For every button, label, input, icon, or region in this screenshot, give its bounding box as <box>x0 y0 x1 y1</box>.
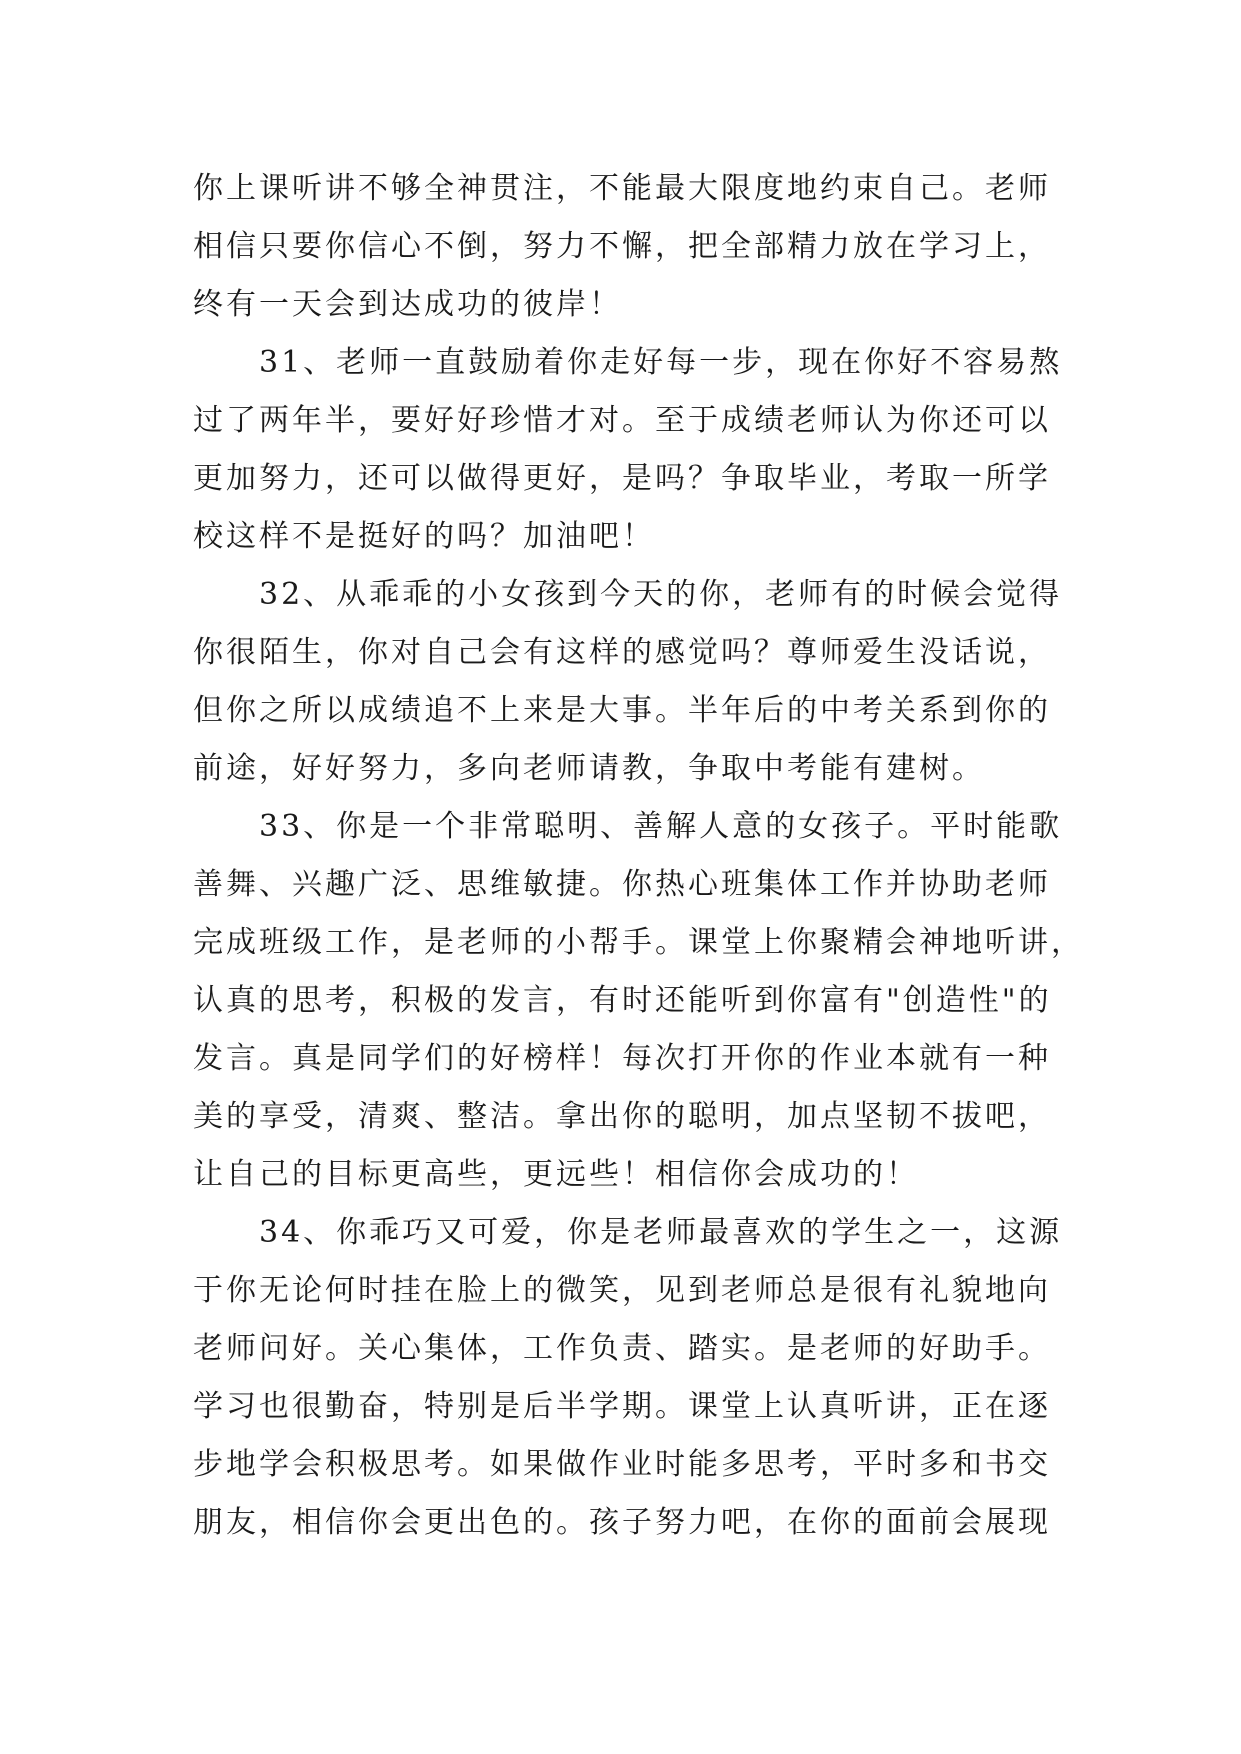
text-line: 你上课听讲不够全神贯注，不能最大限度地约束自己。老师 <box>193 171 1051 206</box>
text-line: 相信只要你信心不倒，努力不懈，把全部精力放在学习上， <box>193 229 1051 264</box>
body-text <box>193 160 1084 1552</box>
text-line: 31、老师一直鼓励着你走好每一步，现在你好不容易熬 <box>193 345 1063 380</box>
text-line: 学习也很勤奋，特别是后半学期。课堂上认真听讲，正在逐 <box>193 1389 1051 1424</box>
text-line: 完成班级工作，是老师的小帮手。课堂上你聚精会神地听讲， <box>193 925 1084 960</box>
text-line: 但你之所以成绩追不上来是大事。半年后的中考关系到你的 <box>193 693 1051 728</box>
text-line: 你很陌生，你对自己会有这样的感觉吗？尊师爱生没话说， <box>193 635 1051 670</box>
text-line: 老师问好。关心集体，工作负责、踏实。是老师的好助手。 <box>193 1331 1051 1366</box>
text-line: 发言。真是同学们的好榜样！每次打开你的作业本就有一种 <box>193 1041 1051 1076</box>
text-line: 33、你是一个非常聪明、善解人意的女孩子。平时能歌 <box>193 809 1063 844</box>
text-line: 校这样不是挺好的吗？加油吧！ <box>193 519 655 554</box>
text-line: 步地学会积极思考。如果做作业时能多思考，平时多和书交 <box>193 1447 1051 1482</box>
text-line: 让自己的目标更高些，更远些！相信你会成功的！ <box>193 1157 919 1192</box>
text-line: 前途，好好努力，多向老师请教，争取中考能有建树。 <box>193 751 985 786</box>
text-line: 34、你乖巧又可爱，你是老师最喜欢的学生之一，这源 <box>193 1215 1063 1250</box>
text-line: 美的享受，清爽、整洁。拿出你的聪明，加点坚韧不拔吧， <box>193 1099 1051 1134</box>
text-line: 善舞、兴趣广泛、思维敏捷。你热心班集体工作并协助老师 <box>193 867 1051 902</box>
text-line: 更加努力，还可以做得更好，是吗？争取毕业，考取一所学 <box>193 461 1051 496</box>
text-line: 朋友，相信你会更出色的。孩子努力吧，在你的面前会展现 <box>193 1505 1051 1540</box>
text-line: 终有一天会到达成功的彼岸！ <box>193 287 622 322</box>
text-line: 过了两年半，要好好珍惜才对。至于成绩老师认为你还可以 <box>193 403 1051 438</box>
text-line: 认真的思考，积极的发言，有时还能听到你富有"创造性"的 <box>193 983 1052 1018</box>
text-line: 32、从乖乖的小女孩到今天的你，老师有的时候会觉得 <box>193 577 1063 612</box>
text-line: 于你无论何时挂在脸上的微笑，见到老师总是很有礼貌地向 <box>193 1273 1051 1308</box>
